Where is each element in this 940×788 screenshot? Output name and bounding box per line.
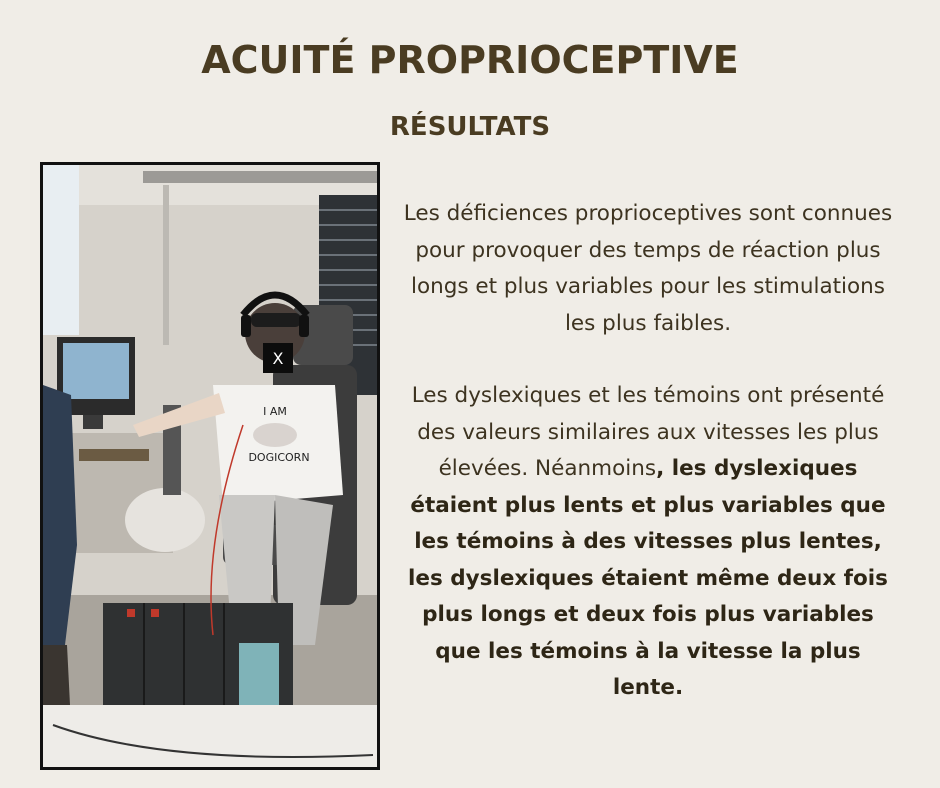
results-text <box>398 196 898 707</box>
lab-photo <box>40 162 380 770</box>
page-title: ACUITÉ PROPRIOCEPTIVE <box>201 38 739 82</box>
face-mask-label: X <box>272 349 284 368</box>
shirt-text-line1: I AM <box>263 405 287 418</box>
section-subtitle: RÉSULTATS <box>389 112 551 142</box>
paragraph-results <box>398 378 898 707</box>
paragraph-results-emphasis: , les dyslexiques étaient plus lents et plus variables que les témoins à des vitesses plus lentes, les dyslexiques étaient même deux fois plus longs et deux fois plus variables que les témoins à la vitesse la plus lente. <box>408 456 888 700</box>
paragraph-deficiencies: Les déficiences proprioceptives sont connues pour provoquer des temps de réaction plus longs et plus variables pour les stimulations les plus faibles. <box>403 201 893 336</box>
paragraph-results-regular: Les dyslexiques et les témoins ont présenté des valeurs similaires aux vitesses les plus élevées. Néanmoins <box>411 383 885 481</box>
lab-photo-illustration <box>43 165 377 767</box>
shirt-text-line2: DOGICORN <box>248 451 310 464</box>
